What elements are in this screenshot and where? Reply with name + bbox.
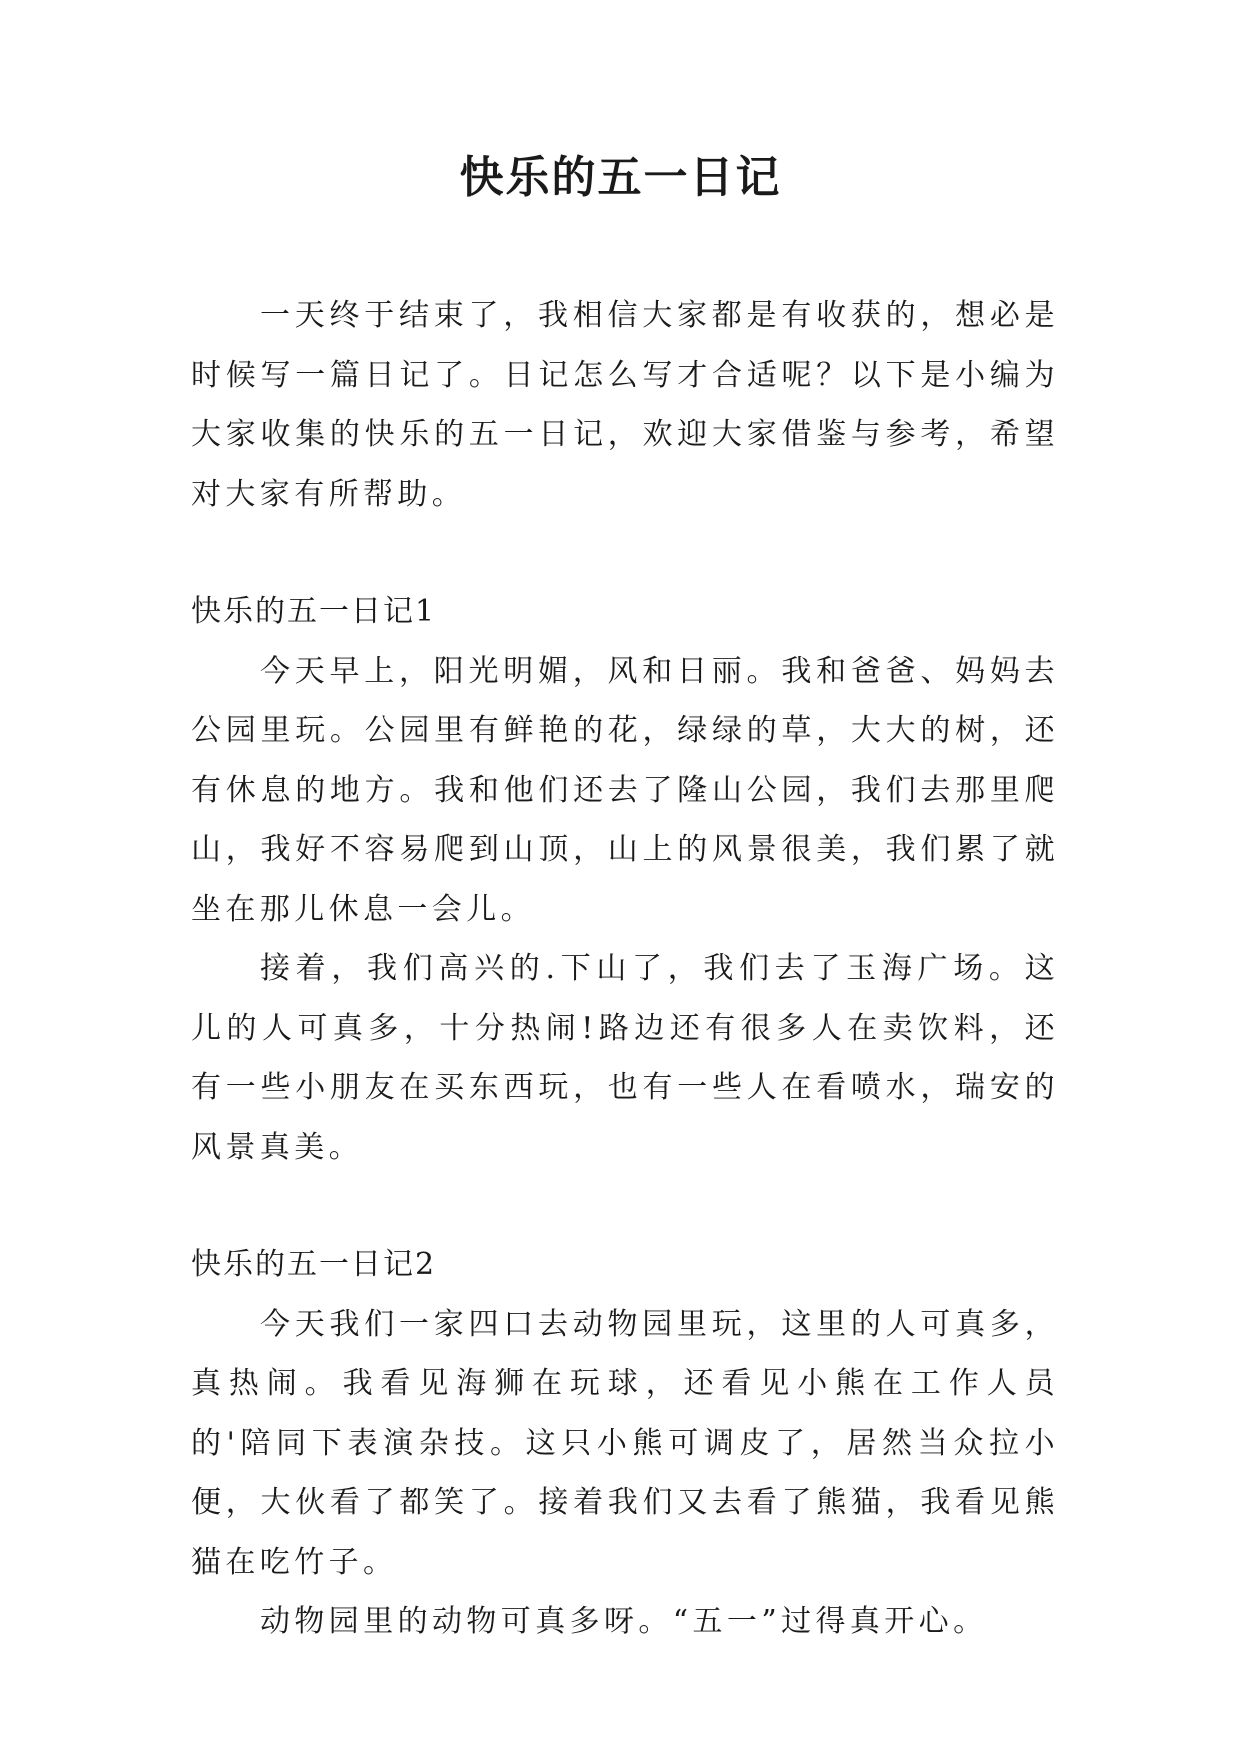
intro-paragraph: 一天终于结束了，我相信大家都是有收获的，想必是时候写一篇日记了。日记怎么写才合适呢？以下是小编为大家收集的快乐的五一日记，欢迎大家借鉴与参考，希望对大家有所帮助。 [191, 298, 1059, 512]
section-paragraph: 今天我们一家四口去动物园里玩，这里的人可真多，真热闹。我看见海狮在玩球，还看见小熊在工作人员的'陪同下表演杂技。这只小熊可调皮了，居然当众拉小便，大伙看了都笑了。接着我们又去看了熊猫，我看见熊猫在吃竹子。 [191, 1306, 1059, 1580]
section-spacer [191, 1177, 1059, 1235]
document-body [191, 286, 1059, 1652]
section-spacer [191, 524, 1059, 582]
diary-section-2 [191, 1235, 1059, 1652]
document-title: 快乐的五一日记 [459, 152, 782, 203]
section-paragraph: 今天早上，阳光明媚，风和日丽。我和爸爸、妈妈去公园里玩。公园里有鲜艳的花，绿绿的草，大大的树，还有休息的地方。我和他们还去了隆山公园，我们去那里爬山，我好不容易爬到山顶，山上的风景很美，我们累了就坐在那儿休息一会儿。 [191, 653, 1059, 927]
section-paragraph: 接着，我们高兴的.下山了，我们去了玉海广场。这儿的人可真多，十分热闹!路边还有很多人在卖饮料，还有一些小朋友在买东西玩，也有一些人在看喷水，瑞安的风景真美。 [191, 951, 1059, 1165]
diary-section-1 [191, 582, 1059, 1177]
section-heading: 快乐的五一日记2 [191, 1247, 437, 1282]
section-paragraph: 动物园里的动物可真多呀。“五一”过得真开心。 [260, 1604, 988, 1639]
section-heading: 快乐的五一日记1 [191, 594, 437, 629]
